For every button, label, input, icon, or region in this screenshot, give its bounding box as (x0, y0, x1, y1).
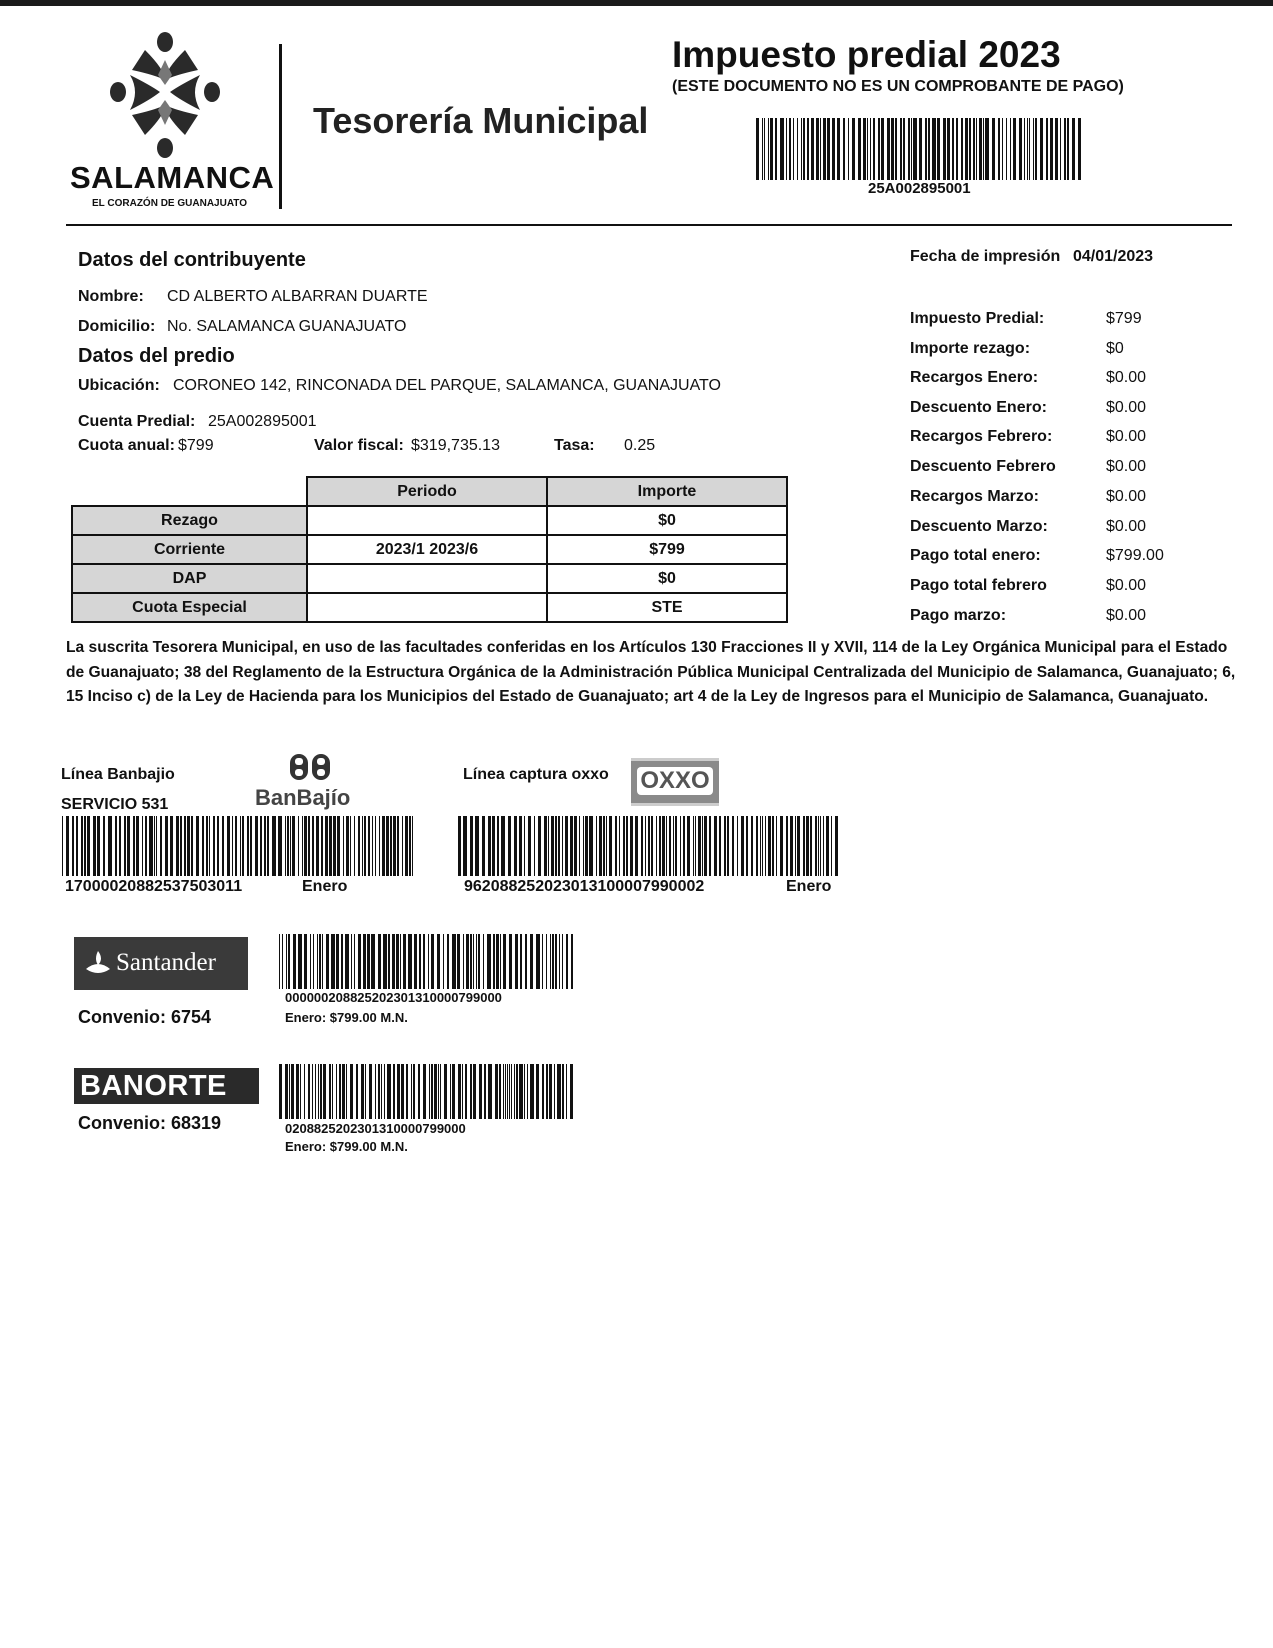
table-cell-amount: $0 (547, 506, 787, 535)
summary-label: Pago total febrero (910, 577, 1047, 594)
summary-value: $0.00 (1106, 607, 1147, 624)
name-value: CD ALBERTO ALBARRAN DUARTE (167, 288, 428, 305)
fiscal-value-label: Valor fiscal: (314, 437, 404, 454)
santander-barcode (278, 934, 577, 989)
santander-convenio: Convenio: 6754 (78, 1007, 212, 1027)
top-border (0, 0, 1273, 6)
table-cell-concept: DAP (72, 564, 307, 593)
table-cell-amount: STE (547, 593, 787, 622)
table-header-cell: Importe (547, 477, 787, 506)
oxxo-line-label: Línea captura oxxo (463, 766, 609, 783)
account-value: 25A002895001 (208, 413, 317, 430)
table-cell-concept: Rezago (72, 506, 307, 535)
summary-value: $799 (1106, 310, 1142, 327)
period-table (71, 476, 788, 623)
banbajio-month: Enero (302, 878, 348, 895)
summary-value: $799.00 (1106, 547, 1164, 564)
table-header-cell: Periodo (307, 477, 547, 506)
header-barcode (755, 118, 1081, 180)
fiscal-value-value: $319,735.13 (411, 437, 500, 454)
print-date-value: 04/01/2023 (1073, 248, 1154, 265)
summary-value: $0.00 (1106, 518, 1147, 535)
oxxo-barcode (457, 816, 838, 876)
location-value: CORONEO 142, RINCONADA DEL PARQUE, SALAMANCA, GUANAJUATO (173, 377, 721, 394)
location-label: Ubicación: (78, 377, 160, 394)
table-row (72, 564, 787, 593)
santander-flame-icon (84, 949, 112, 977)
legal-text: La suscrita Tesorera Municipal, en uso de las facultades conferidas en los Artículos 130 Fracciones II y XVII, 114 de la Ley Orgánica Municipal para el Estado de Guanajuato; 38 del Reglamento de la Estructura Orgánica de la Administración Pública Municipal Centralizada del Municipio de Salamanca, Guanajuato; 6, 15 Inciso c) de la Ley de Hacienda para los Municipios del Estado de Guanajuato; art 4 de la Ley de Ingresos para el Municipio de Salamanca, Guanajuato. (66, 639, 1236, 705)
banbajio-logo-icon (287, 752, 333, 787)
summary-label: Descuento Marzo: (910, 518, 1048, 535)
oxxo-month: Enero (786, 878, 832, 895)
summary-label: Pago total enero: (910, 547, 1041, 564)
summary-label: Recargos Marzo: (910, 488, 1039, 505)
banbajio-logo-text: BanBajío (255, 785, 351, 810)
predio-title: Datos del predio (78, 345, 235, 367)
municipality-name: SALAMANCA (70, 160, 275, 195)
summary-label: Descuento Febrero (910, 458, 1056, 475)
table-cell-period: 2023/1 2023/6 (307, 535, 547, 564)
table-row (72, 593, 787, 622)
header-barcode-code: 25A002895001 (868, 180, 971, 197)
summary-value: $0.00 (1106, 488, 1147, 505)
oxxo-logo-icon (631, 758, 719, 806)
print-date-label: Fecha de impresión (910, 248, 1061, 265)
banbajio-code: 17000020882537503011 (65, 878, 243, 895)
summary-label: Recargos Enero: (910, 369, 1039, 386)
summary-label: Recargos Febrero: (910, 428, 1053, 445)
summary-value: $0.00 (1106, 428, 1147, 445)
summary-label: Descuento Enero: (910, 399, 1047, 416)
document-subtitle: (ESTE DOCUMENTO NO ES UN COMPROBANTE DE PAGO) (672, 78, 1124, 95)
table-cell-period (307, 564, 547, 593)
rate-value: 0.25 (624, 437, 656, 454)
oxxo-code: 962088252023013100007990002 (464, 878, 705, 895)
summary-value: $0.00 (1106, 369, 1147, 386)
annual-fee-value: $799 (178, 437, 214, 454)
banbajio-barcode (61, 816, 415, 876)
summary-value: $0.00 (1106, 399, 1147, 416)
banorte-logo-icon (74, 1068, 259, 1104)
banbajio-service: SERVICIO 531 (61, 796, 169, 813)
table-cell-concept: Corriente (72, 535, 307, 564)
santander-code: 000000208825202301310000799000 (285, 990, 502, 1005)
header-rule (66, 224, 1232, 226)
header-divider (279, 44, 282, 209)
banorte-amount: Enero: $799.00 M.N. (285, 1139, 408, 1154)
table-row (72, 506, 787, 535)
table-header-row (72, 477, 787, 506)
annual-fee-label: Cuota anual: (78, 437, 175, 454)
summary-label: Importe rezago: (910, 340, 1031, 357)
office-name: Tesorería Municipal (313, 100, 649, 141)
name-label: Nombre: (78, 288, 144, 305)
summary-value: $0.00 (1106, 458, 1147, 475)
summary-value: $0.00 (1106, 577, 1147, 594)
table-cell-concept: Cuota Especial (72, 593, 307, 622)
table-cell-period (307, 593, 547, 622)
santander-logo-text: Santander (116, 949, 216, 976)
table-row (72, 535, 787, 564)
summary-label: Impuesto Predial: (910, 310, 1045, 327)
table-cell-amount: $0 (547, 564, 787, 593)
banorte-convenio: Convenio: 68319 (78, 1113, 222, 1133)
banorte-code: 020882520230131000079900​0 (285, 1121, 466, 1136)
salamanca-logo-icon (110, 30, 220, 165)
banorte-logo-text: BANORTE (80, 1070, 227, 1102)
address-value: No. SALAMANCA GUANAJUATO (167, 318, 407, 335)
banorte-barcode (278, 1064, 577, 1119)
banbajio-line-label: Línea Banbajio (61, 766, 175, 783)
table-cell-amount: $799 (547, 535, 787, 564)
municipality-motto: EL CORAZÓN DE GUANAJUATO (92, 198, 248, 209)
rate-label: Tasa: (554, 437, 595, 454)
summary-value: $0 (1106, 340, 1124, 357)
santander-logo-icon (74, 937, 248, 990)
table-cell-period (307, 506, 547, 535)
address-label: Domicilio: (78, 318, 156, 335)
account-label: Cuenta Predial: (78, 413, 196, 430)
summary-label: Pago marzo: (910, 607, 1007, 624)
santander-amount: Enero: $799.00 M.N. (285, 1010, 408, 1025)
contribuyente-title: Datos del contribuyente (78, 249, 306, 271)
oxxo-logo-text: OXXO (637, 767, 713, 795)
document-title: Impuesto predial 2023 (672, 34, 1061, 75)
